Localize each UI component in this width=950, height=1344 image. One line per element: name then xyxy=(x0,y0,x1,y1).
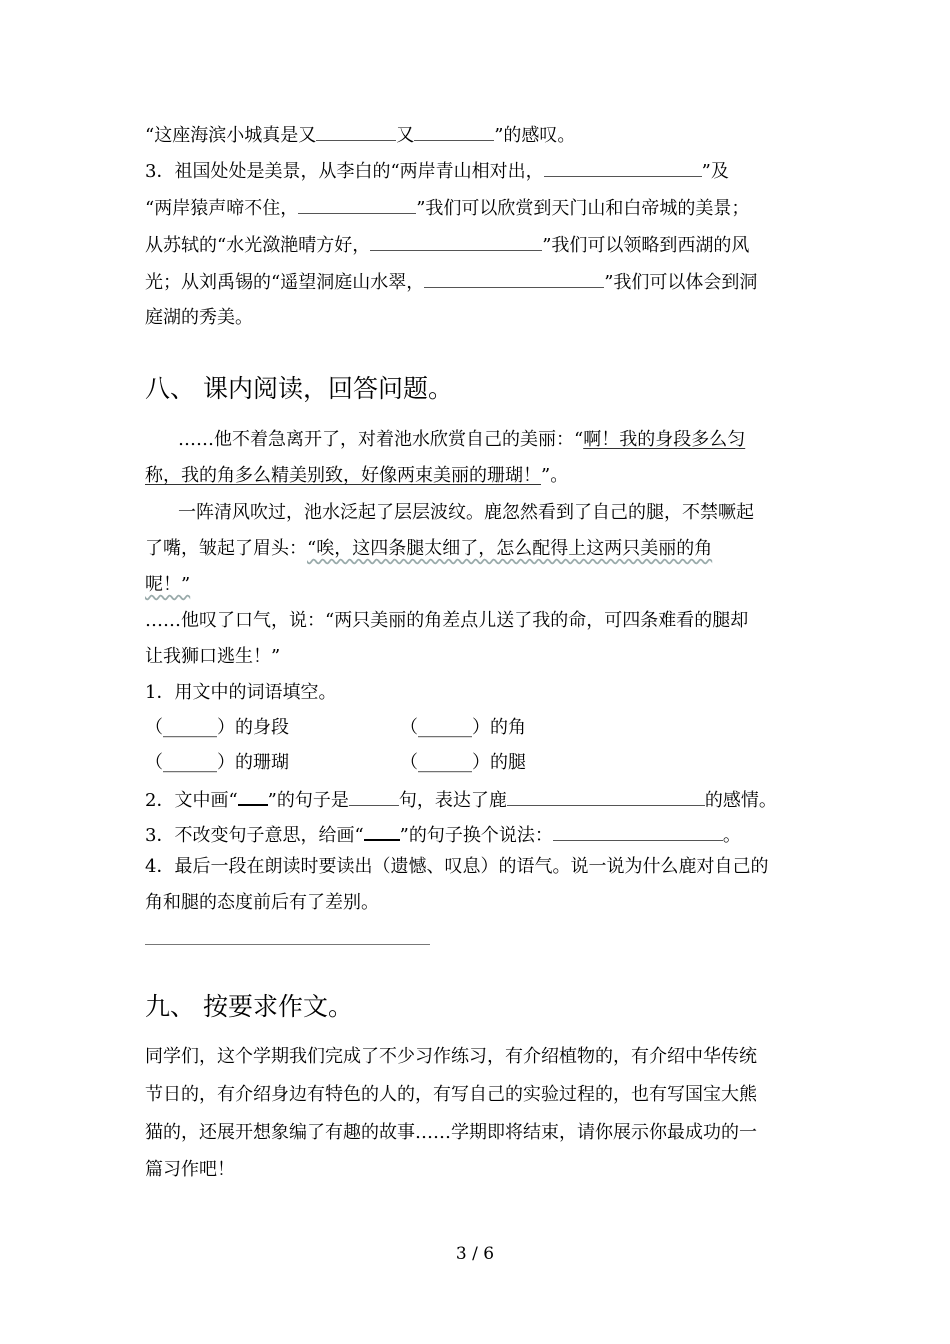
wavy-underlined-sentence: 呢！” xyxy=(145,574,191,595)
passage-paragraph: ……他不着急离开了，对着池水欣赏自己的美丽：“啊！我的身段多么匀 xyxy=(178,429,746,450)
wavy-underlined-sentence: “唉，这四条腿太细了，怎么配得上这两只美丽的角 xyxy=(307,538,713,559)
question-3: 3．不改变句子意思，给画“ ”的句子换个说法： 。 xyxy=(145,821,741,848)
composition-prompt: 猫的，还展开想象编了有趣的故事……学期即将结束，请你展示你最成功的一 xyxy=(145,1122,757,1143)
section-8-heading: 八、 课内阅读，回答问题。 xyxy=(145,374,453,403)
fill-shanhu[interactable]: （______）的珊瑚 xyxy=(145,752,289,773)
passage-paragraph: 一阵清风吹过，池水泛起了层层波纹。鹿忽然看到了自己的腿，不禁噘起 xyxy=(178,502,754,523)
fill-row xyxy=(145,716,289,740)
answer-blank[interactable] xyxy=(553,822,723,841)
fill-shenduan[interactable]: （______）的身段 xyxy=(145,717,289,738)
composition-prompt: 同学们，这个学期我们完成了不少习作练习，有介绍植物的，有介绍中华传统 xyxy=(145,1046,757,1067)
answer-blank[interactable] xyxy=(544,158,702,177)
question-4: 4．最后一段在朗读时要读出（遗憾、叹息）的语气。说一说为什么鹿对自己的 xyxy=(145,856,769,877)
question-3-line: 3．祖国处处是美景，从李白的“两岸青山相对出， ”及 xyxy=(145,158,729,184)
page-number: 3 / 6 xyxy=(455,1244,495,1264)
passage-paragraph: 让我狮口逃生！” xyxy=(145,646,281,667)
composition-prompt: 篇习作吧！ xyxy=(145,1159,235,1180)
answer-blank[interactable] xyxy=(349,787,399,806)
answer-blank[interactable] xyxy=(424,269,604,288)
answer-blank[interactable] xyxy=(370,232,542,251)
fill-row xyxy=(145,751,289,775)
underline-mark xyxy=(364,821,400,841)
question-4: 角和腿的态度前后有了差别。 xyxy=(145,892,379,913)
question-3-line: 光；从刘禹锡的“遥望洞庭山水翠， ”我们可以体会到洞 xyxy=(145,269,757,295)
answer-blank[interactable] xyxy=(414,122,494,141)
underline-mark xyxy=(238,786,268,806)
question-3-line: 庭湖的秀美。 xyxy=(145,307,253,328)
answer-line[interactable] xyxy=(145,944,430,945)
fill-row xyxy=(400,751,526,775)
passage-paragraph xyxy=(145,573,190,597)
answer-blank[interactable] xyxy=(298,195,416,214)
question-3-line: “两岸猿声啼不住， ”我们可以欣赏到天门山和白帝城的美景； xyxy=(145,195,749,221)
sentence-seaside-city: “这座海滨小城真是又 又 ”的感叹。 xyxy=(145,122,575,148)
answer-blank[interactable] xyxy=(316,122,396,141)
fill-jiao[interactable]: （______）的角 xyxy=(400,717,526,738)
composition-prompt: 节日的，有介绍身边有特色的人的，有写自己的实验过程的，也有写国宝大熊 xyxy=(145,1084,757,1105)
underlined-sentence: 称，我的角多么精美别致，好像两束美丽的珊瑚！ xyxy=(145,465,541,486)
underlined-sentence: 啊！我的身段多么匀 xyxy=(583,429,746,450)
section-9-heading: 九、 按要求作文。 xyxy=(145,992,353,1021)
passage-paragraph: 了嘴，皱起了眉头：“唉，这四条腿太细了，怎么配得上这两只美丽的角 xyxy=(145,538,713,559)
answer-blank[interactable] xyxy=(507,787,705,806)
question-3-line: 从苏轼的“水光潋滟晴方好， ”我们可以领略到西湖的风 xyxy=(145,232,749,258)
passage-paragraph: 称，我的角多么精美别致，好像两束美丽的珊瑚！”。 xyxy=(145,465,569,486)
fill-row xyxy=(400,716,526,740)
question-1: 1．用文中的词语填空。 xyxy=(145,682,337,703)
fill-tui[interactable]: （______）的腿 xyxy=(400,752,526,773)
passage-paragraph: ……他叹了口气，说：“两只美丽的角差点儿送了我的命，可四条难看的腿却 xyxy=(145,610,749,631)
question-2: 2．文中画“ ”的句子是 句，表达了鹿 的感情。 xyxy=(145,786,777,813)
